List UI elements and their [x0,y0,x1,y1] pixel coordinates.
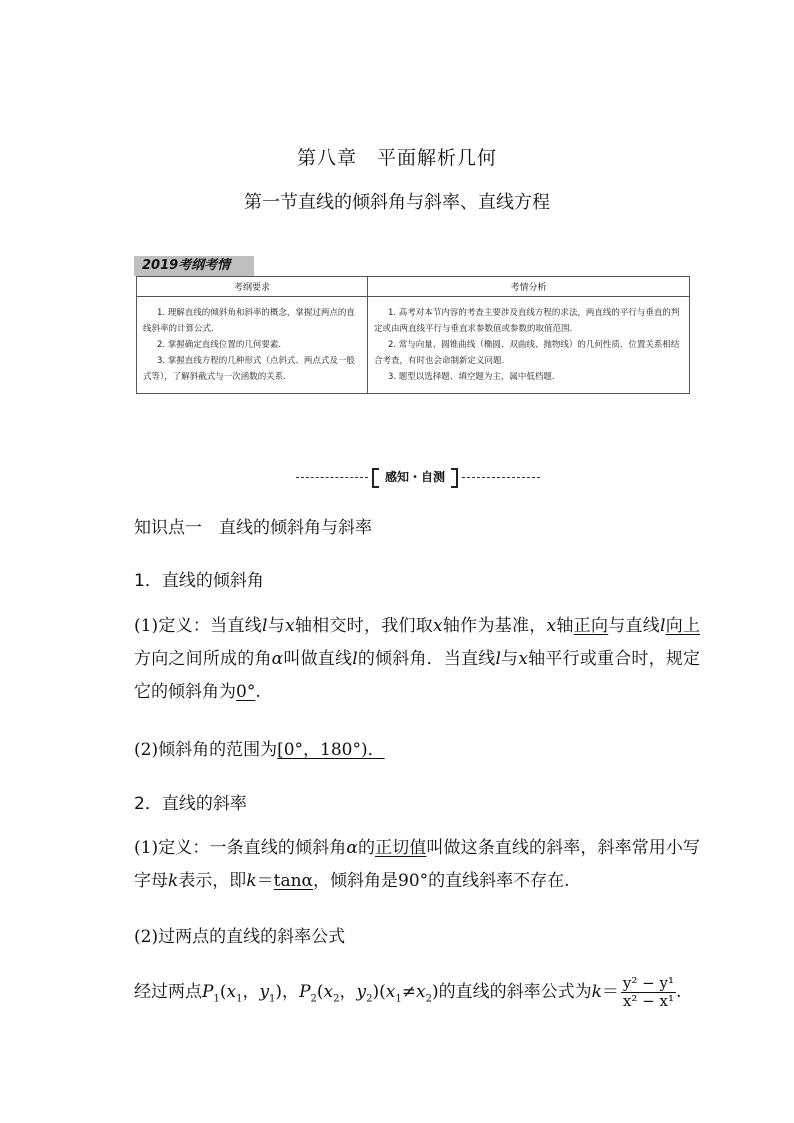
analysis-item: 3. 题型以选择题、填空题为主，属中低档题. [388,372,555,382]
requirement-item: 2. 掌握确定直线位置的几何要素. [157,340,282,350]
divider-label: 感知・自测 [372,466,458,488]
chapter-title: 第八章 平面解析几何 [296,147,497,169]
col-header-requirements: 考纲要求 [137,277,368,297]
paragraph-angle-range: (2)倾斜角的范围为[0°，180°)． [134,740,385,760]
exam-outline-tag: 2019考纲考情 [134,256,254,276]
exam-outline-table [136,276,690,394]
paragraph-slope-formula: 经过两点$P_1(x_1$，$y_1$)，$P_2(x_2$，$y_2)(x_1\ne x_2)$的直线的斜率公式为k＝ $\frac{\text{y² − y¹}}{\text{x² − x¹}}$ . [134,973,682,1010]
slope-fraction: $\frac{\text{y² − y¹}}{\text{x² − x¹}}$ [622,973,674,1010]
col-header-analysis: 考情分析 [368,277,690,297]
knowledge-point-title: 知识点一 直线的倾斜角与斜率 [134,518,372,538]
paragraph-slope-formula-title: (2)过两点的直线的斜率公式 [134,927,346,947]
analysis-item: 2. 常与向量、圆锥曲线（椭圆、双曲线、抛物线）的几何性质、位置关系相结合考查，有时也会命制新定义问题. [374,340,680,366]
requirements-cell [137,297,368,394]
analysis-cell [368,297,690,394]
heading-inclination-angle: 1．直线的倾斜角 [134,571,264,591]
analysis-item: 1. 高考对本节内容的考查主要涉及直线方程的求法，两直线的平行与垂直的判定或由两直线平行与垂直求参数值或参数的取值范围. [374,308,680,334]
requirement-item: 3. 掌握直线方程的几种形式（点斜式、两点式及一般式等），了解斜截式与一次函数的关系. [143,356,355,382]
heading-slope: 2．直线的斜率 [134,794,247,814]
section-title: 第一节直线的倾斜角与斜率、直线方程 [244,192,550,213]
requirement-item: 1. 理解直线的倾斜角和斜率的概念，掌握过两点的直线斜率的计算公式. [143,308,355,334]
paragraph-definition-slope: (1)定义：一条直线的倾斜角α的正切值叫做这条直线的斜率，斜率常用小写字母k表示，即k＝tanα，倾斜角是90°的直线斜率不存在. [134,838,701,891]
divider-line-right [462,477,540,478]
paragraph-definition-angle: (1)定义：当直线l与x轴相交时，我们取x轴作为基准，x轴正向与直线l向上方向之间所成的角α叫做直线l的倾斜角．当直线l与x轴平行或重合时，规定它的倾斜角为0°. [134,616,701,702]
divider-line-left [296,477,368,478]
section-divider [296,466,540,490]
